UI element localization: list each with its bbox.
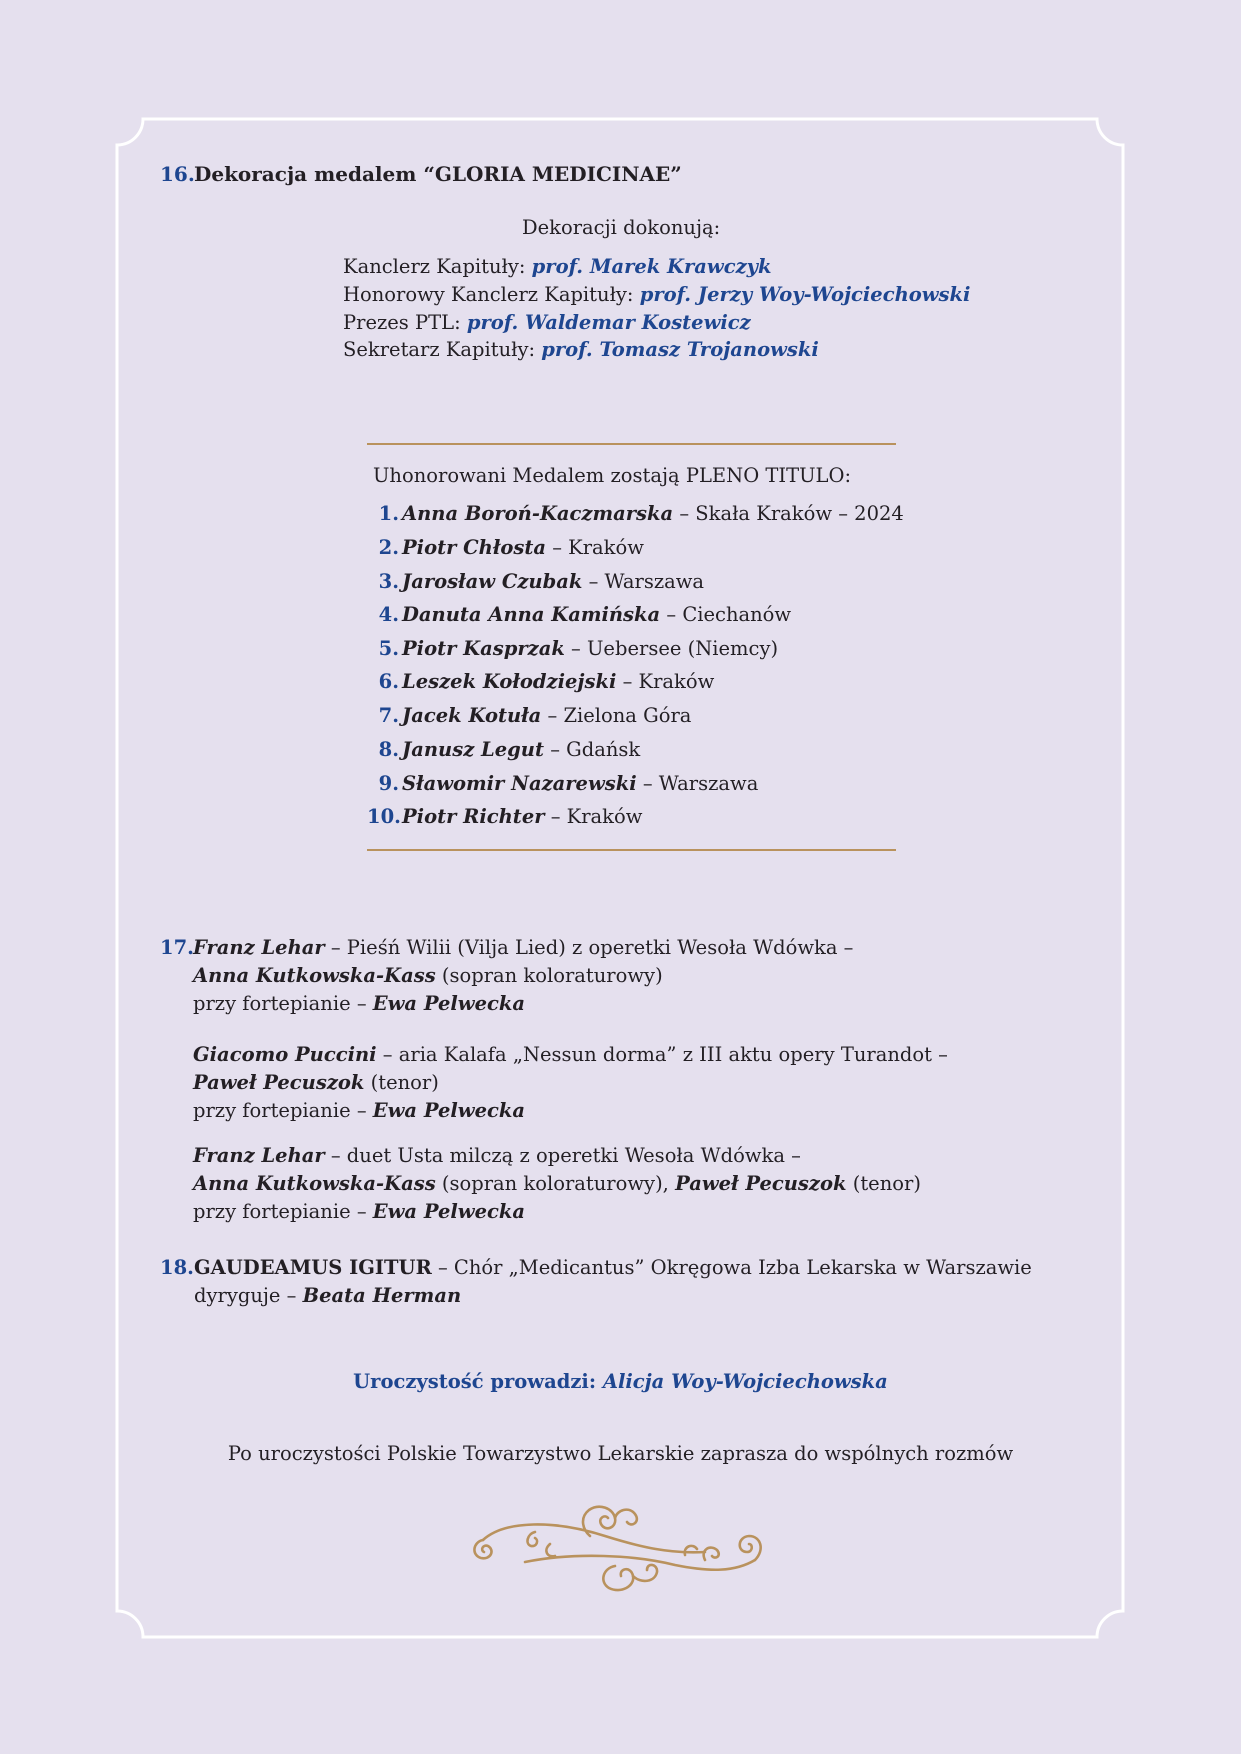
conductor-line xyxy=(194,1282,1032,1310)
honoree-number: 10. xyxy=(367,805,401,828)
honoree-number: 8. xyxy=(378,738,399,761)
composer: Giacomo Puccini xyxy=(193,1043,377,1066)
honoree-name: Piotr Richter xyxy=(402,805,545,828)
decorator-line xyxy=(343,309,751,337)
section17-number: 17. xyxy=(160,936,194,959)
honoree-name: Sławomir Nazarewski xyxy=(402,772,637,795)
piece-work: – duet Usta milczą z operetki Wesoła Wdówka – xyxy=(324,1144,801,1167)
honorees-heading: Uhonorowani Medalem zostają PLENO TITULO: xyxy=(373,464,852,487)
honoree-row xyxy=(367,637,778,660)
host-name: Alicja Woy-Wojciechowska xyxy=(602,1370,888,1393)
honoree-place: – Kraków xyxy=(550,805,643,828)
decorator-role: Kanclerz Kapituły: xyxy=(343,255,526,278)
pianist: Ewa Pelwecka xyxy=(372,1200,526,1223)
voice: (sopran koloraturowy), xyxy=(435,1172,676,1195)
decorator-name: prof. Tomasz Trojanowski xyxy=(541,338,819,361)
performer: Paweł Pecuszok xyxy=(675,1172,847,1195)
honoree-row xyxy=(367,670,714,693)
divider-top xyxy=(367,443,896,445)
piece-work: – Pieśń Wilii (Vilja Lied) z operetki Wesoła Wdówka – xyxy=(324,936,854,959)
honoree-number: 5. xyxy=(378,637,399,660)
piece-line xyxy=(193,1170,921,1198)
piece-line xyxy=(193,1198,921,1226)
section18-text: – Chór „Medicantus” Okręgowa Izba Lekarska w Warszawie xyxy=(431,1256,1032,1279)
honoree-number: 9. xyxy=(378,772,399,795)
honoree-row xyxy=(367,805,642,828)
honoree-number: 2. xyxy=(378,536,399,559)
honoree-name: Piotr Chłosta xyxy=(402,536,546,559)
closing-text: Po uroczystości Polskie Towarzystwo Lekarskie zaprasza do wspólnych rozmów xyxy=(227,1442,1014,1465)
host-line xyxy=(0,1368,1241,1396)
section18-line xyxy=(194,1254,1032,1282)
conductor-label: dyryguje – xyxy=(194,1284,303,1307)
honoree-place: – Kraków xyxy=(622,670,715,693)
honoree-row xyxy=(367,502,904,525)
honoree-place: – Warszawa xyxy=(642,772,759,795)
honoree-name: Danuta Anna Kamińska xyxy=(402,603,661,626)
decorator-role: Honorowy Kanclerz Kapituły: xyxy=(343,283,634,306)
piano-label: przy fortepianie – xyxy=(193,1200,373,1223)
honoree-name: Piotr Kasprzak xyxy=(402,637,565,660)
piece-work: – aria Kalafa „Nessun dorma” z III aktu opery Turandot – xyxy=(376,1043,948,1066)
performer: Anna Kutkowska-Kass xyxy=(193,964,436,987)
honoree-name: Jacek Kotuła xyxy=(402,704,542,727)
conductor-name: Beata Herman xyxy=(302,1284,462,1307)
honoree-number: 6. xyxy=(378,670,399,693)
piece-line xyxy=(193,1069,948,1097)
pianist: Ewa Pelwecka xyxy=(372,1099,526,1122)
honoree-row xyxy=(367,603,791,626)
piece-block xyxy=(193,934,853,1018)
section16-number: 16. xyxy=(160,162,195,186)
piece-line xyxy=(193,962,853,990)
honoree-name: Anna Boroń-Kaczmarska xyxy=(402,502,674,525)
honoree-place: – Warszawa xyxy=(588,570,705,593)
piece-block xyxy=(193,1142,921,1226)
honoree-name: Jarosław Czubak xyxy=(402,570,583,593)
decorator-role: Prezes PTL: xyxy=(343,311,461,334)
piece-line xyxy=(193,990,853,1018)
decorators-heading: Dekoracji dokonują: xyxy=(522,216,721,239)
piece-line xyxy=(193,1142,921,1170)
honoree-number: 1. xyxy=(378,502,399,525)
decorator-line xyxy=(343,336,819,364)
honoree-row xyxy=(367,704,691,727)
honoree-place: – Gdańsk xyxy=(550,738,641,761)
piece-line xyxy=(193,1097,948,1125)
honoree-place: – Ciechanów xyxy=(666,603,792,626)
piano-label: przy fortepianie – xyxy=(193,1099,373,1122)
piano-label: przy fortepianie – xyxy=(193,992,373,1015)
honoree-number: 4. xyxy=(378,603,399,626)
pianist: Ewa Pelwecka xyxy=(372,992,526,1015)
honoree-place: – Zielona Góra xyxy=(547,704,692,727)
honoree-number: 3. xyxy=(378,570,399,593)
voice: (sopran koloraturowy) xyxy=(435,964,663,987)
honoree-row xyxy=(367,570,704,593)
honoree-row xyxy=(367,536,644,559)
decorator-role: Sekretarz Kapituły: xyxy=(343,338,536,361)
flourish-ornament-icon xyxy=(465,1500,775,1595)
section18-block xyxy=(194,1254,1032,1310)
honoree-place: – Skała Kraków – 2024 xyxy=(679,502,904,525)
decorator-name: prof. Jerzy Woy-Wojciechowski xyxy=(639,283,971,306)
section18-number: 18. xyxy=(160,1256,194,1279)
honoree-row xyxy=(367,772,758,795)
honoree-place: – Kraków xyxy=(552,536,644,559)
host-label: Uroczystość prowadzi: xyxy=(353,1370,603,1393)
piece-block xyxy=(193,1041,948,1125)
decorator-line xyxy=(343,253,772,281)
decorator-name: prof. Marek Krawczyk xyxy=(531,255,772,278)
composer: Franz Lehar xyxy=(193,936,325,959)
decorator-line xyxy=(343,281,970,309)
honoree-number: 7. xyxy=(378,704,399,727)
section16-title: Dekoracja medalem “GLORIA MEDICINAE” xyxy=(194,162,682,186)
honoree-name: Leszek Kołodziejski xyxy=(402,670,617,693)
performer: Anna Kutkowska-Kass xyxy=(193,1172,436,1195)
decorator-name: prof. Waldemar Kostewicz xyxy=(466,311,751,334)
composer: Franz Lehar xyxy=(193,1144,325,1167)
honoree-place: – Uebersee (Niemcy) xyxy=(571,637,779,660)
voice: (tenor) xyxy=(364,1071,439,1094)
divider-bottom xyxy=(367,849,896,851)
section18-title: GAUDEAMUS IGITUR xyxy=(194,1256,432,1279)
honoree-name: Janusz Legut xyxy=(402,738,544,761)
honoree-row xyxy=(367,738,640,761)
piece-line xyxy=(193,1041,948,1069)
voice: (tenor) xyxy=(846,1172,921,1195)
piece-line xyxy=(193,934,853,962)
performer: Paweł Pecuszok xyxy=(193,1071,365,1094)
